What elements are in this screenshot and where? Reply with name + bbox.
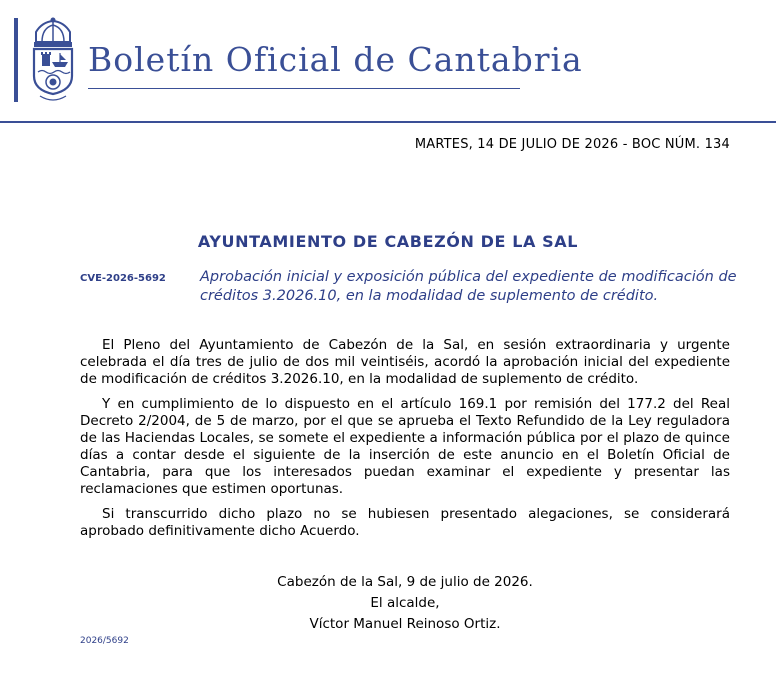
issue-date-line: MARTES, 14 DE JULIO DE 2026 - BOC NÚM. 134 [414,137,730,152]
announcing-entity: AYUNTAMIENTO DE CABEZÓN DE LA SAL [197,232,579,251]
signature-name: Víctor Manuel Reinoso Ortiz. [309,616,501,632]
masthead-underline [88,88,520,89]
signature-block [80,572,730,635]
header-accent-bar [14,18,18,102]
signature-role: El alcalde, [370,595,440,611]
signature-place-date: Cabezón de la Sal, 9 de julio de 2026. [277,574,533,590]
footer-reference-code: 2026/5692 [80,636,129,646]
cve-code: CVE-2026-5692 [80,273,166,284]
announcement-body [80,337,730,548]
body-paragraph: El Pleno del Ayuntamiento de Cabezón de la Sal, en sesión extraordinaria y urgente celebrada el día tres de julio de dos mil veintiséis, acordó la aprobación inicial del expediente de modificación de créditos 3.2026.10, en la modalidad de suplemento de crédito. [80,337,730,387]
cantabria-coat-of-arms-icon [28,16,78,104]
body-paragraph: Si transcurrido dicho plazo no se hubiesen presentado alegaciones, se considerará aprobado definitivamente dicho Acuerdo. [80,506,730,539]
announcement-summary: Aprobación inicial y exposición pública del expediente de modificación de créditos 3.2026.10, en la modalidad de suplemento de crédito. [200,269,737,304]
masthead-title: Boletín Oficial de Cantabria [88,40,583,79]
header-divider [0,121,776,123]
body-paragraph: Y en cumplimiento de lo dispuesto en el artículo 169.1 por remisión del 177.2 del Real Decreto 2/2004, de 5 de marzo, por el que se aprueba el Texto Refundido de la Ley reguladora de las Haciendas Locales, se somete el expediente a información pública por el plazo de quince días a contar desde el siguiente de la inserción de este anuncio en el Boletín Oficial de Cantabria, para que los interesados puedan examinar el expediente y presentar las reclamaciones que estimen oportunas. [80,396,730,497]
